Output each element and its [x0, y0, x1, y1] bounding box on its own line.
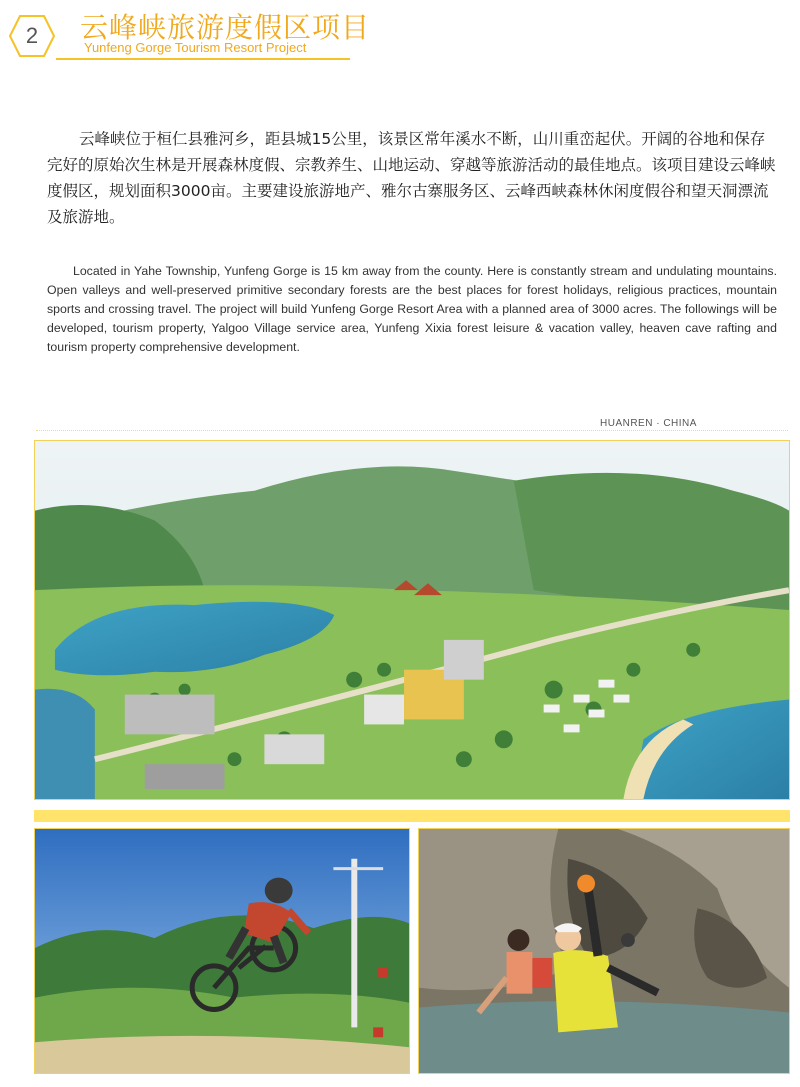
location-credit: HUANREN · CHINA	[600, 418, 697, 429]
page-number-badge	[8, 14, 56, 58]
page-number: 2	[25, 23, 39, 48]
page-title: 云峰峡旅游度假区项目	[80, 11, 371, 44]
decorative-band	[34, 810, 790, 822]
resort-aerial-photo	[34, 440, 790, 800]
page-subtitle: Yunfeng Gorge Tourism Resort Project	[84, 40, 307, 55]
cave-rafting-photo	[418, 828, 790, 1074]
mountain-biker-photo	[34, 828, 410, 1074]
chinese-paragraph: 云峰峡位于桓仁县雅河乡，距县城15公里，该景区常年溪水不断，山川重峦起伏。开阔的谷地和保存完好的原始次生林是开展森林度假、宗教养生、山地运动、穿越等旅游活动的最佳地点。该项目建设云峰峡度假区，规划面积3000亩。主要建设旅游地产、雅尔古寨服务区、云峰西峡森林休闲度假谷和望天洞漂流及旅游地。	[47, 130, 776, 226]
english-paragraph: Located in Yahe Township, Yunfeng Gorge is 15 km away from the county. Here is constantly stream and undulating mountains. Open valleys and well-preserved primitive secondary forests are the best places for forest holidays, religious practices, mountain sports and crossing travel. The project will build Yunfeng Gorge Resort Area with a planned area of 3000 acres. The followings will be developed, tourism property, Yalgoo Village service area, Yunfeng Xixia forest leisure & vacation valley, heaven cave rafting and tourism property comprehensive development.	[47, 264, 777, 354]
header-divider	[56, 58, 350, 60]
dotted-divider	[36, 430, 788, 431]
